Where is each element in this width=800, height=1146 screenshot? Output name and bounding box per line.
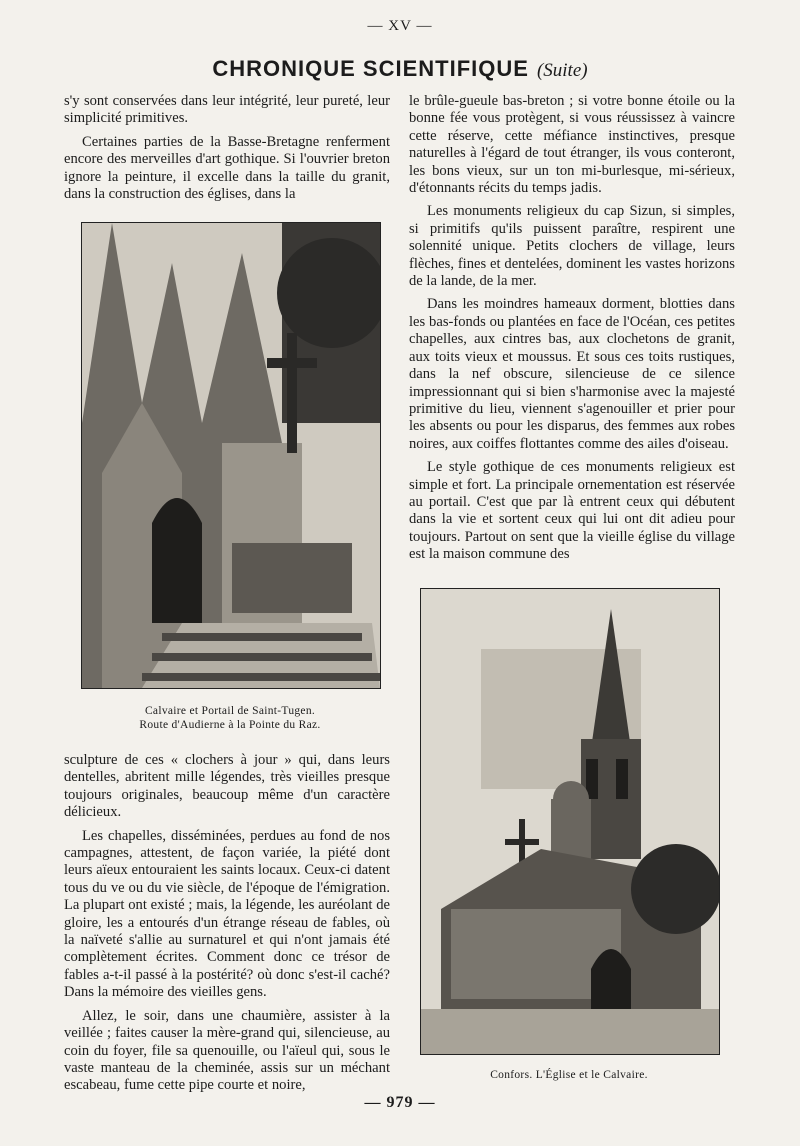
column-right-top: [409, 93, 735, 570]
top-page-number: — XV —: [367, 18, 433, 34]
page-header: [0, 56, 800, 82]
paragraph: Le style gothique de ces monuments religieux est simple et fort. La principale ornementation est réservée au portail. C'est que par là entrent ceux qui débutent dans la vie et sortent ceux qui lui ont dit adieu pour toujours. Partout on sent que la vieille église du village est la maison commune des: [409, 459, 735, 563]
paragraph: Dans les moindres hameaux dorment, blotties dans les bas-fonds ou plantées en face de l'Océan, ces petites chapelles, aux cintres bas, aux clochetons de granit, aux toits vieux et moussus. Et sous ces toits rustiques, dans la nef obscure, silencieuse de ce silence impressionnant qui si bien s'harmonise avec la majesté primitive du lieu, viennent s'agenouiller et prier pour les absents ou pour les disparus, des femmes aux robes noires, aux coiffes flottantes comme des ailes d'oiseau.: [409, 296, 735, 452]
paragraph: Les chapelles, disséminées, perdues au fond de nos campagnes, attestent, de façon variée, la piété dont leurs aïeux entouraient les saints locaux. Ceux-ci datent tous du ve ou du vie siècle, de l'époque de l'émigration. La plupart ont existé ; mais, la légende, les auréolant de gloire, les a entourés d'un étrange réseau de fables, où la naïveté s'allie au surnaturel et qui n'ont jamais été complètement écrites. Comment donc ce trésor de fables a-t-il passé à la postérité? où donc s'est-il caché? Dans la mémoire des vieilles gens.: [64, 827, 390, 1001]
photo-confors-eglise: [420, 588, 720, 1055]
bottom-page-number: — 979 —: [364, 1094, 436, 1111]
caption-photo-2: Confors. L'Église et le Calvaire.: [490, 1069, 648, 1081]
column-left-top: [64, 93, 390, 209]
chronicle-suite: (Suite): [536, 60, 588, 81]
paragraph: s'y sont conservées dans leur intégrité, leur pureté, leur simplicité primitives.: [64, 93, 390, 127]
caption-photo-1: [81, 704, 379, 732]
column-left-bottom: [64, 752, 390, 1101]
paragraph: Certaines parties de la Basse-Bretagne renferment encore des merveilles d'art gothique. Si l'ouvrier breton ignore la peinture, il excelle dans la taille du granit, dans la construction des églises, dans la: [64, 133, 390, 203]
photo-calvaire-saint-tugen: [81, 222, 381, 689]
paragraph: le brûle-gueule bas-breton ; si votre bonne étoile ou la bonne fée vous protègent, si vous réussissez à vaincre cette réserve, cette méfiance instinctives, presque naturelles à l'égard de tout étranger, ils vous conteront, les bons vieux, sur un ton mi-burlesque, mi-sérieux, d'étonnants récits du temps jadis.: [409, 93, 735, 197]
chronicle-title: CHRONIQUE SCIENTIFIQUE: [212, 56, 529, 81]
caption-line: Calvaire et Portail de Saint-Tugen.: [144, 705, 316, 717]
caption-line: Route d'Audierne à la Pointe du Raz.: [139, 719, 321, 731]
paragraph: sculpture de ces « clochers à jour » qui, dans leurs dentelles, abritent mille légendes, très vieilles presque toujours originales, beaucoup même d'un caractère délicieux.: [64, 752, 390, 821]
paragraph: Allez, le soir, dans une chaumière, assister à la veillée ; faites causer la mère-grand qui, silencieuse, au coin du foyer, file sa quenouille, ou l'aïeul qui, sous le vaste manteau de la cheminée, assis sur un méchant escabeau, fume cette pipe courte et noire,: [64, 1007, 390, 1094]
paragraph: Les monuments religieux du cap Sizun, si simples, si primitifs qu'ils puissent paraître, respirent une solennité unique. Petits clochers de village, leurs flèches, fines et dentelées, dominent les vastes horizons de la lande, de la mer.: [409, 203, 735, 290]
